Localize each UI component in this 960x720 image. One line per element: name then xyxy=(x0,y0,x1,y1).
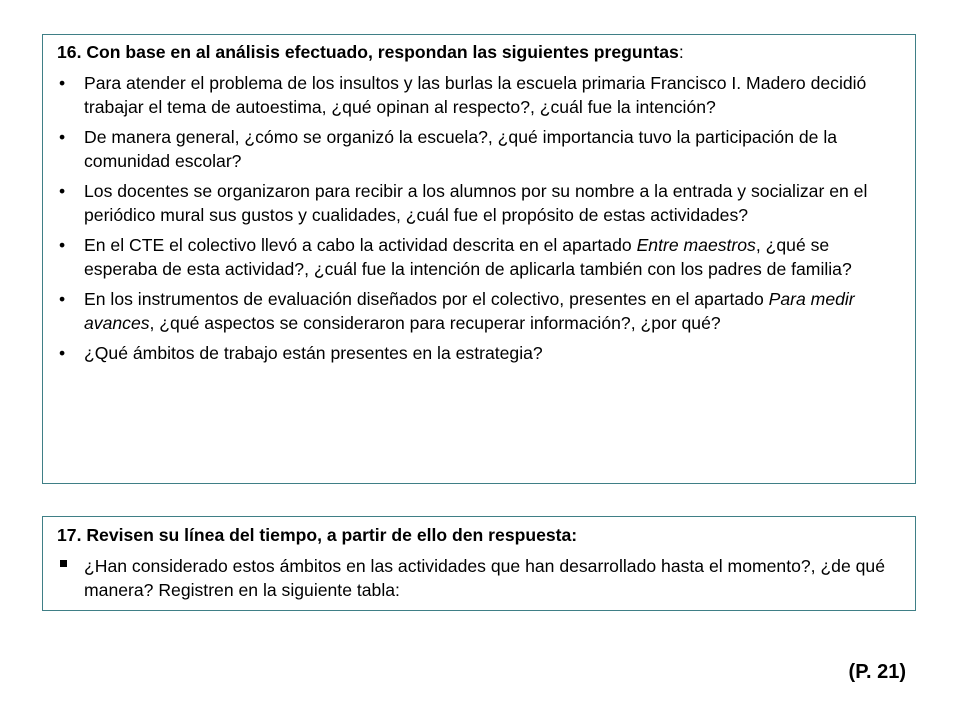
list-item xyxy=(57,179,903,227)
question-17-list xyxy=(57,554,903,602)
list-item xyxy=(57,287,903,335)
square-bullet-icon xyxy=(60,560,67,567)
question-17-box xyxy=(42,516,916,611)
list-item-text: ¿Han considerado estos ámbitos en las actividades que han desarrollado hasta el momento?, ¿de qué manera? Registren en la siguiente tabla: xyxy=(84,556,885,600)
list-item-text: ¿Qué ámbitos de trabajo están presentes en la estrategia? xyxy=(84,343,543,363)
question-17-heading: 17. Revisen su línea del tiempo, a partir de ello den respuesta: xyxy=(57,525,578,545)
list-item xyxy=(57,233,903,281)
bullet-icon: • xyxy=(59,289,66,309)
list-item xyxy=(57,341,903,365)
list-item-italic-text: Entre maestros xyxy=(636,235,756,255)
list-item-text-after: , ¿qué aspectos se consideraron para recuperar información?, ¿por qué? xyxy=(149,313,721,333)
bullet-icon: • xyxy=(59,73,66,93)
bullet-icon: • xyxy=(59,127,66,147)
list-item-text: Los docentes se organizaron para recibir a los alumnos por su nombre a la entrada y socializar en el periódico mural sus gustos y cualidades, ¿cuál fue el propósito de estas actividades? xyxy=(84,181,868,225)
bullet-icon: • xyxy=(59,235,66,255)
question-16-heading-colon: : xyxy=(678,42,684,62)
list-item xyxy=(57,554,903,602)
question-16-box xyxy=(42,34,916,484)
page-reference: (P. 21) xyxy=(848,661,906,683)
list-item-text-before: En los instrumentos de evaluación diseñados por el colectivo, presentes en el apartado xyxy=(84,289,769,309)
bullet-icon: • xyxy=(59,181,66,201)
list-item xyxy=(57,71,903,119)
question-16-heading xyxy=(57,42,903,62)
list-item-text-after: , ¿qué se esperaba de esta actividad?, ¿cuál fue la intención de aplicarla también con los padres de familia? xyxy=(84,235,852,279)
list-item-text: De manera general, ¿cómo se organizó la escuela?, ¿qué importancia tuvo la participación de la comunidad escolar? xyxy=(84,127,838,171)
question-16-list xyxy=(57,71,903,365)
question-16-heading-text: 16. Con base en al análisis efectuado, respondan las siguientes preguntas xyxy=(57,42,679,62)
list-item xyxy=(57,125,903,173)
list-item-italic-text: Para medir avances xyxy=(84,289,855,333)
list-item-text: Para atender el problema de los insultos y las burlas la escuela primaria Francisco I. Madero decidió trabajar el tema de autoestima, ¿qué opinan al respecto?, ¿cuál fue la intención? xyxy=(84,73,867,117)
list-item-text-before: En el CTE el colectivo llevó a cabo la actividad descrita en el apartado xyxy=(84,235,637,255)
bullet-icon: • xyxy=(59,343,66,363)
